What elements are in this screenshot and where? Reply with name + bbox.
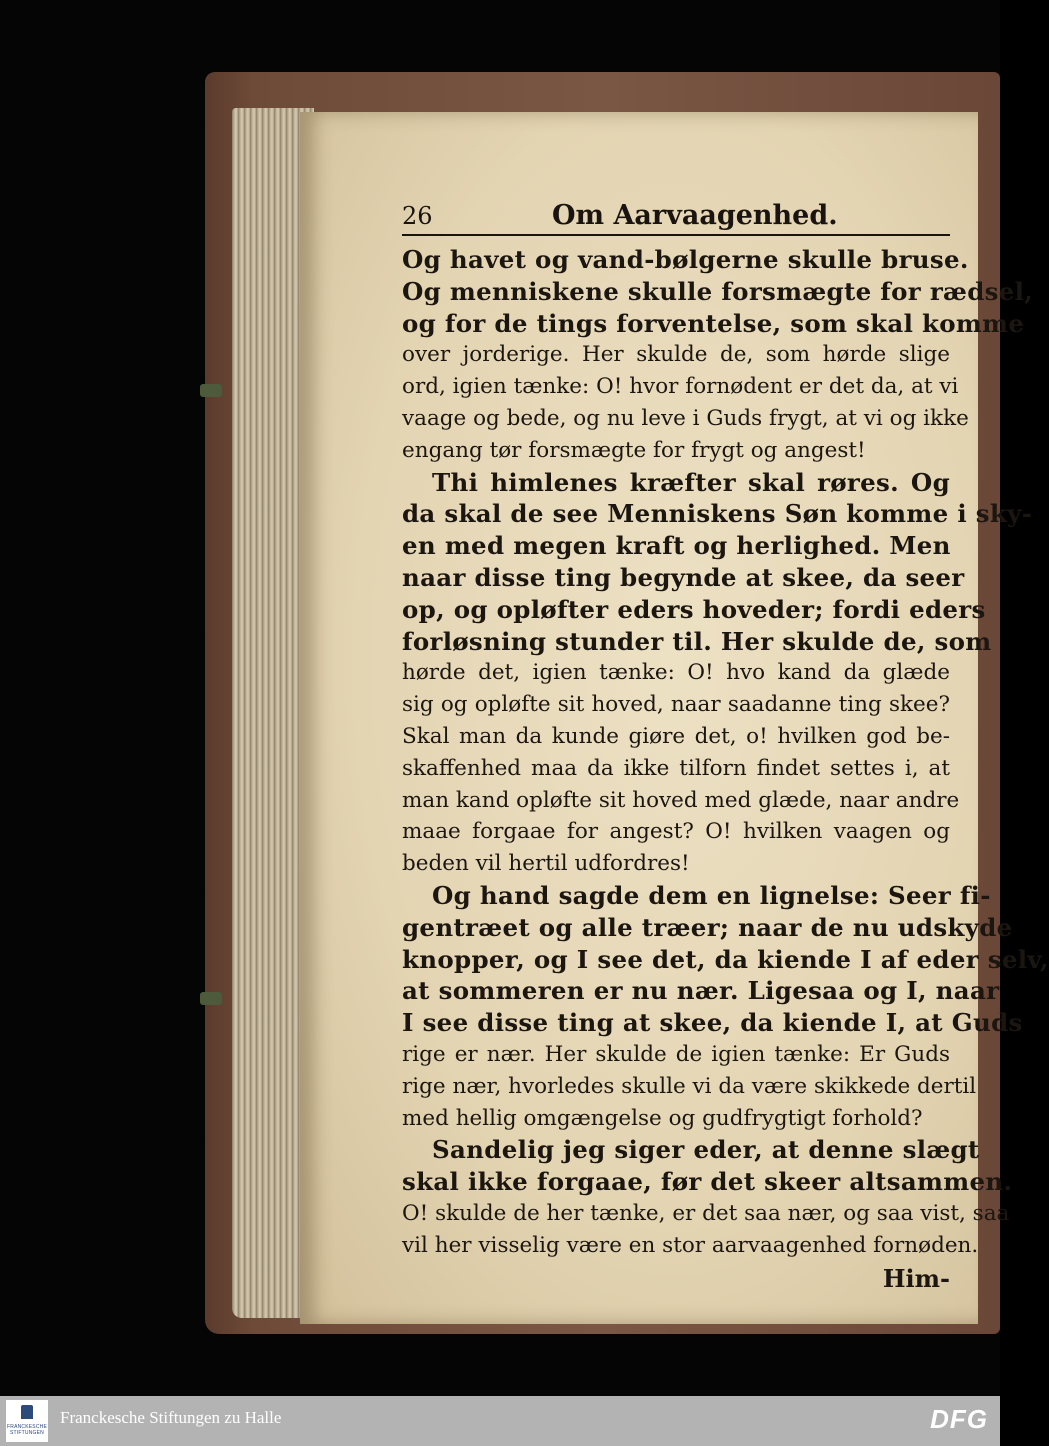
text-line: skal ikke forgaae, før det skeer altsammen. bbox=[402, 1167, 1013, 1197]
text-line: hørde det, igien tænke: O! hvo kand da glæde bbox=[402, 660, 950, 686]
text-line: man kand opløfte sit hoved med glæde, naar andre bbox=[402, 787, 960, 813]
text-line: gentræet og alle træer; naar de nu udskyde bbox=[402, 912, 1013, 942]
footer-bar bbox=[0, 1396, 1000, 1446]
text-line: engang tør forsmægte for frygt og angest! bbox=[402, 437, 866, 463]
institution-name[interactable]: Franckesche Stiftungen zu Halle bbox=[60, 1408, 282, 1427]
text-line: beden vil hertil udfordres! bbox=[402, 851, 690, 877]
text-line: ord, igien tænke: O! hvor fornødent er det da, at vi bbox=[402, 374, 959, 400]
dfg-logo[interactable]: DFG bbox=[930, 1404, 988, 1434]
text-line: over jorderige. Her skulde de, som hørde slige bbox=[402, 342, 950, 368]
institution-logo[interactable] bbox=[6, 1400, 48, 1442]
text-line: naar disse ting begynde at skee, da seer bbox=[402, 562, 965, 592]
catchword: Him- bbox=[882, 1263, 950, 1293]
clasp-bottom bbox=[200, 992, 222, 1005]
text-line: I see disse ting at skee, da kiende I, at Guds bbox=[402, 1008, 1023, 1038]
text-line: Skal man da kunde giøre det, o! hvilken god be- bbox=[402, 723, 950, 749]
building-icon bbox=[21, 1405, 33, 1419]
text-line: da skal de see Menniskens Søn komme i sky- bbox=[402, 499, 1033, 529]
text-line: rige er nær. Her skulde de igien tænke: Er Guds bbox=[402, 1041, 950, 1067]
text-line: vil her visselig være en stor aarvaagenhed fornøden. bbox=[402, 1232, 979, 1258]
text-line: med hellig omgængelse og gudfrygtigt forhold? bbox=[402, 1105, 923, 1131]
text-line: forløsning stunder til. Her skulde de, som bbox=[402, 626, 992, 656]
text-line: at sommeren er nu nær. Ligesaa og I, naar bbox=[402, 976, 1000, 1006]
text-line: Og menniskene skulle forsmægte for rædsel, bbox=[402, 276, 1034, 306]
text-line: sig og opløfte sit hoved, naar saadanne ting skee? bbox=[402, 692, 950, 718]
text-line: maae forgaae for angest? O! hvilken vaagen og bbox=[402, 819, 950, 845]
text-line: Og havet og vand-bølgerne skulle bruse. bbox=[402, 245, 969, 274]
text-line: rige nær, hvorledes skulle vi da være skikkede dertil bbox=[402, 1073, 977, 1099]
text-line: vaage og bede, og nu leve i Guds frygt, at vi og ikke bbox=[402, 405, 969, 431]
text-line: Og hand sagde dem en lignelse: Seer fi- bbox=[432, 880, 991, 910]
clasp-top bbox=[200, 384, 222, 397]
text-line: og for de tings forventelse, som skal komme bbox=[402, 308, 1025, 338]
page-header bbox=[402, 200, 950, 236]
text-line: Sandelig jeg siger eder, at denne slægt bbox=[432, 1135, 980, 1165]
running-title: Om Aarvaagenhed. bbox=[552, 200, 838, 231]
text-line: Thi himlenes kræfter skal røres. Og bbox=[432, 467, 950, 497]
text-line: O! skulde de her tænke, er det saa nær, og saa vist, saa bbox=[402, 1200, 1010, 1226]
page-number: 26 bbox=[402, 202, 433, 230]
text-line: en med megen kraft og herlighed. Men bbox=[402, 531, 951, 561]
logo-text: FRANCKESCHE STIFTUNGEN bbox=[7, 1424, 47, 1436]
text-line: skaffenhed maa da ikke tilforn findet settes i, at bbox=[402, 755, 950, 781]
text-line: op, og opløfter eders hoveder; fordi eders bbox=[402, 594, 986, 624]
text-line: knopper, og I see det, da kiende I af eder selv, bbox=[402, 944, 1049, 974]
page-body-text bbox=[402, 244, 1049, 1296]
